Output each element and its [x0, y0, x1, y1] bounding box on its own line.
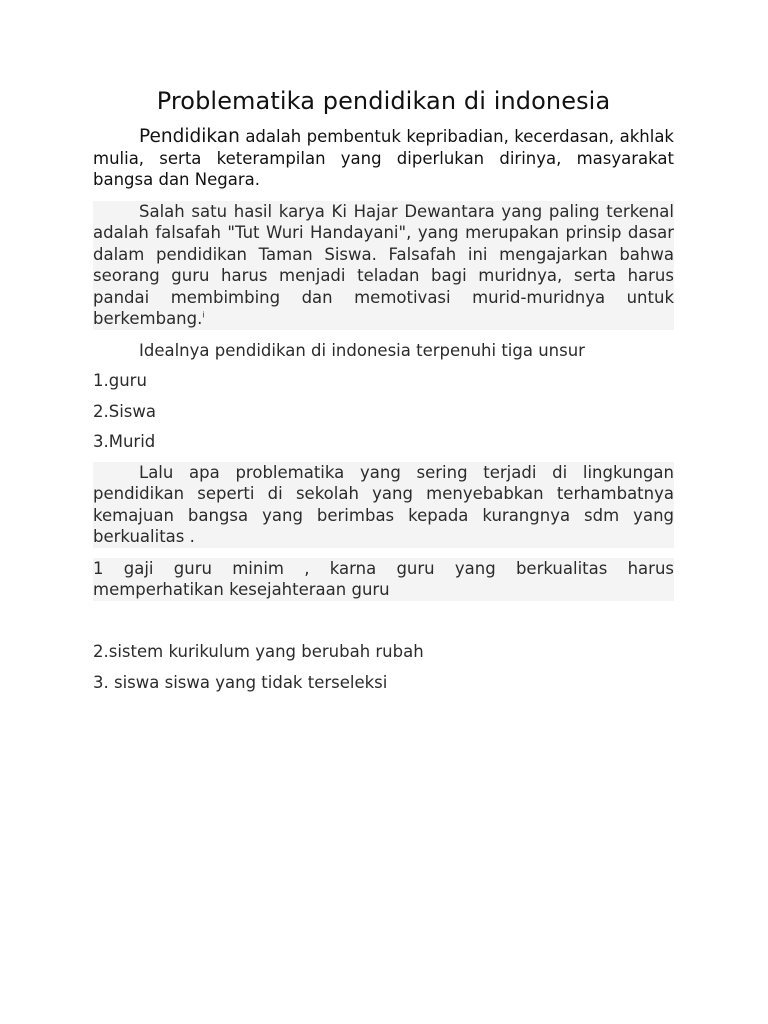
- list-item: 1.guru: [93, 371, 147, 390]
- footnote-mark: i: [202, 310, 205, 320]
- paragraph-ideal: Idealnya pendidikan di indonesia terpenuhi tiga unsur: [139, 340, 585, 360]
- paragraph-problems-intro: Lalu apa problematika yang sering terjadi di lingkungan pendidikan seperti di sekolah yang menyebabkan terhambatnya kemajuan bangsa yang berimbas kepada kurangnya sdm yang berkualitas .: [93, 462, 674, 546]
- paragraph-dewantara: [93, 201, 674, 330]
- paragraph-definition: [93, 126, 674, 191]
- list-item: 2.Siswa: [93, 401, 157, 421]
- problem-item: 2.sistem kurikulum yang berubah rubah: [93, 641, 424, 661]
- problem-item: 1 gaji guru minim , karna guru yang berkualitas harus memperhatikan kesejahteraan guru: [93, 558, 674, 599]
- document-page: [93, 0, 674, 694]
- list-item: 3.Murid: [93, 432, 156, 451]
- problem-item: 3. siswa siswa yang tidak terseleksi: [93, 673, 388, 692]
- document-title: Problematika pendidikan di indonesia: [156, 87, 611, 115]
- paragraph-definition-text: adalah pembentuk kepribadian, kecerdasan, akhlak mulia, serta keterampilan yang diperlukan dirinya, masyarakat bangsa dan Negara.: [93, 127, 674, 189]
- paragraph-dewantara-text: Salah satu hasil karya Ki Hajar Dewantara yang paling terkenal adalah falsafah "Tut Wuri Handayani", yang merupakan prinsip dasar dalam pendidikan Taman Siswa. Falsafah ini mengajarkan bahwa seorang guru harus menjadi teladan bagi muridnya, serta harus pandai membimbing dan memotivasi murid-muridnya untuk berkembang.: [93, 201, 674, 328]
- paragraph-lead-word: Pendidikan: [139, 126, 240, 147]
